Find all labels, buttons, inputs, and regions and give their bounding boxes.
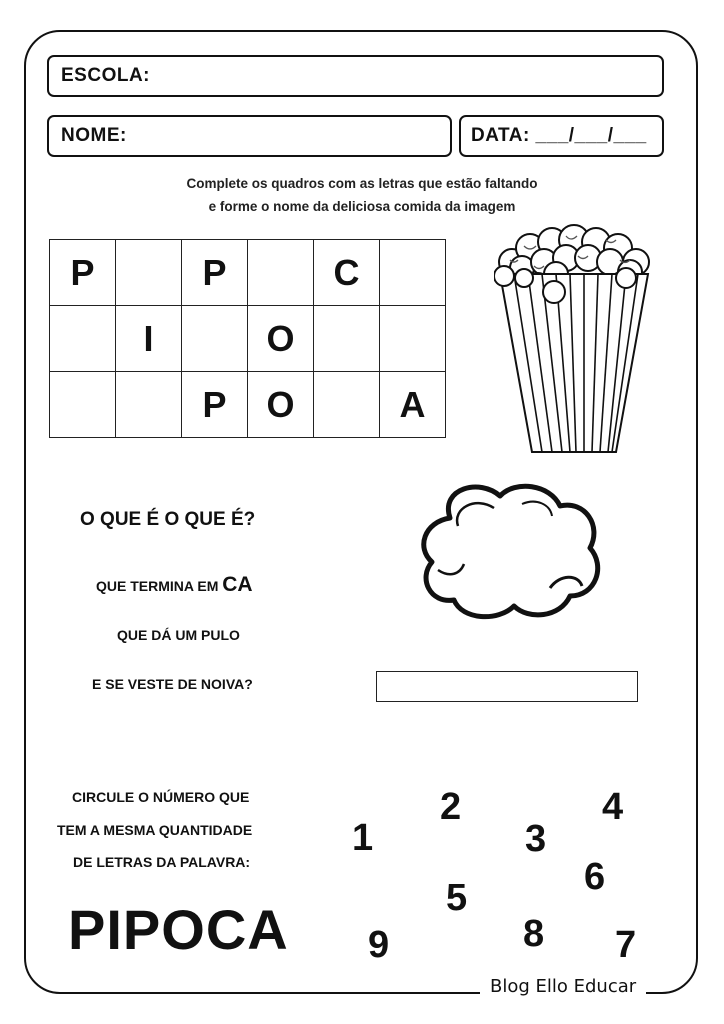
grid-row [50,306,446,372]
riddle-line-1 [96,573,253,597]
grid-cell[interactable] [380,306,446,372]
grid-row [50,372,446,438]
school-label: ESCOLA: [61,65,150,86]
date-field[interactable] [459,115,664,157]
grid-cell[interactable]: O [248,306,314,372]
grid-cell[interactable] [116,372,182,438]
grid-cell[interactable] [50,306,116,372]
number-option[interactable]: 3 [525,818,547,860]
count-instruction-3: DE LETRAS DA PALAVRA: [73,854,251,870]
instruction-line-1: Complete os quadros com as letras que estão faltando [186,176,538,191]
name-field[interactable] [47,115,452,157]
grid-cell[interactable] [380,240,446,306]
grid-cell[interactable] [314,306,380,372]
grid-cell[interactable] [248,240,314,306]
riddle-line-2: QUE DÁ UM PULO [117,627,240,643]
grid-cell[interactable]: P [182,372,248,438]
popcorn-kernel-icon [410,478,610,628]
grid-cell[interactable] [116,240,182,306]
grid-cell[interactable]: O [248,372,314,438]
popcorn-bucket-icon [494,222,654,458]
count-instruction-1: CIRCULE O NÚMERO QUE [72,789,250,805]
grid-cell[interactable] [50,372,116,438]
instruction-line-2: e forme o nome da deliciosa comida da imagem [208,199,516,214]
grid-row [50,240,446,306]
riddle-line-3: E SE VESTE DE NOIVA? [92,676,253,692]
number-option[interactable]: 6 [584,856,606,898]
letter-grid [49,239,446,438]
grid-cell[interactable]: I [116,306,182,372]
grid-cell[interactable]: C [314,240,380,306]
number-option[interactable]: 4 [602,786,624,828]
number-option[interactable]: 7 [615,924,637,966]
riddle-title: O QUE É O QUE É? [80,509,256,530]
count-instruction-2: TEM A MESMA QUANTIDADE [57,822,253,838]
grid-cell[interactable]: A [380,372,446,438]
riddle-line-1-emphasis: CA [222,573,253,596]
riddle-answer-box[interactable] [376,671,638,702]
number-option[interactable]: 1 [352,817,374,859]
blog-credit: Blog Ello Educar [480,976,646,997]
riddle-line-1-text: QUE TERMINA EM [96,578,223,594]
target-word: PIPOCA [68,898,289,961]
date-label: DATA: ___/___/___ [471,125,647,146]
number-option[interactable]: 8 [523,913,545,955]
grid-cell[interactable]: P [50,240,116,306]
number-option[interactable]: 9 [368,924,390,966]
grid-cell[interactable] [314,372,380,438]
grid-cell[interactable] [182,306,248,372]
name-label: NOME: [61,125,127,146]
number-option[interactable]: 5 [446,877,468,919]
number-option[interactable]: 2 [440,786,462,828]
school-field[interactable] [47,55,664,97]
grid-cell[interactable]: P [182,240,248,306]
